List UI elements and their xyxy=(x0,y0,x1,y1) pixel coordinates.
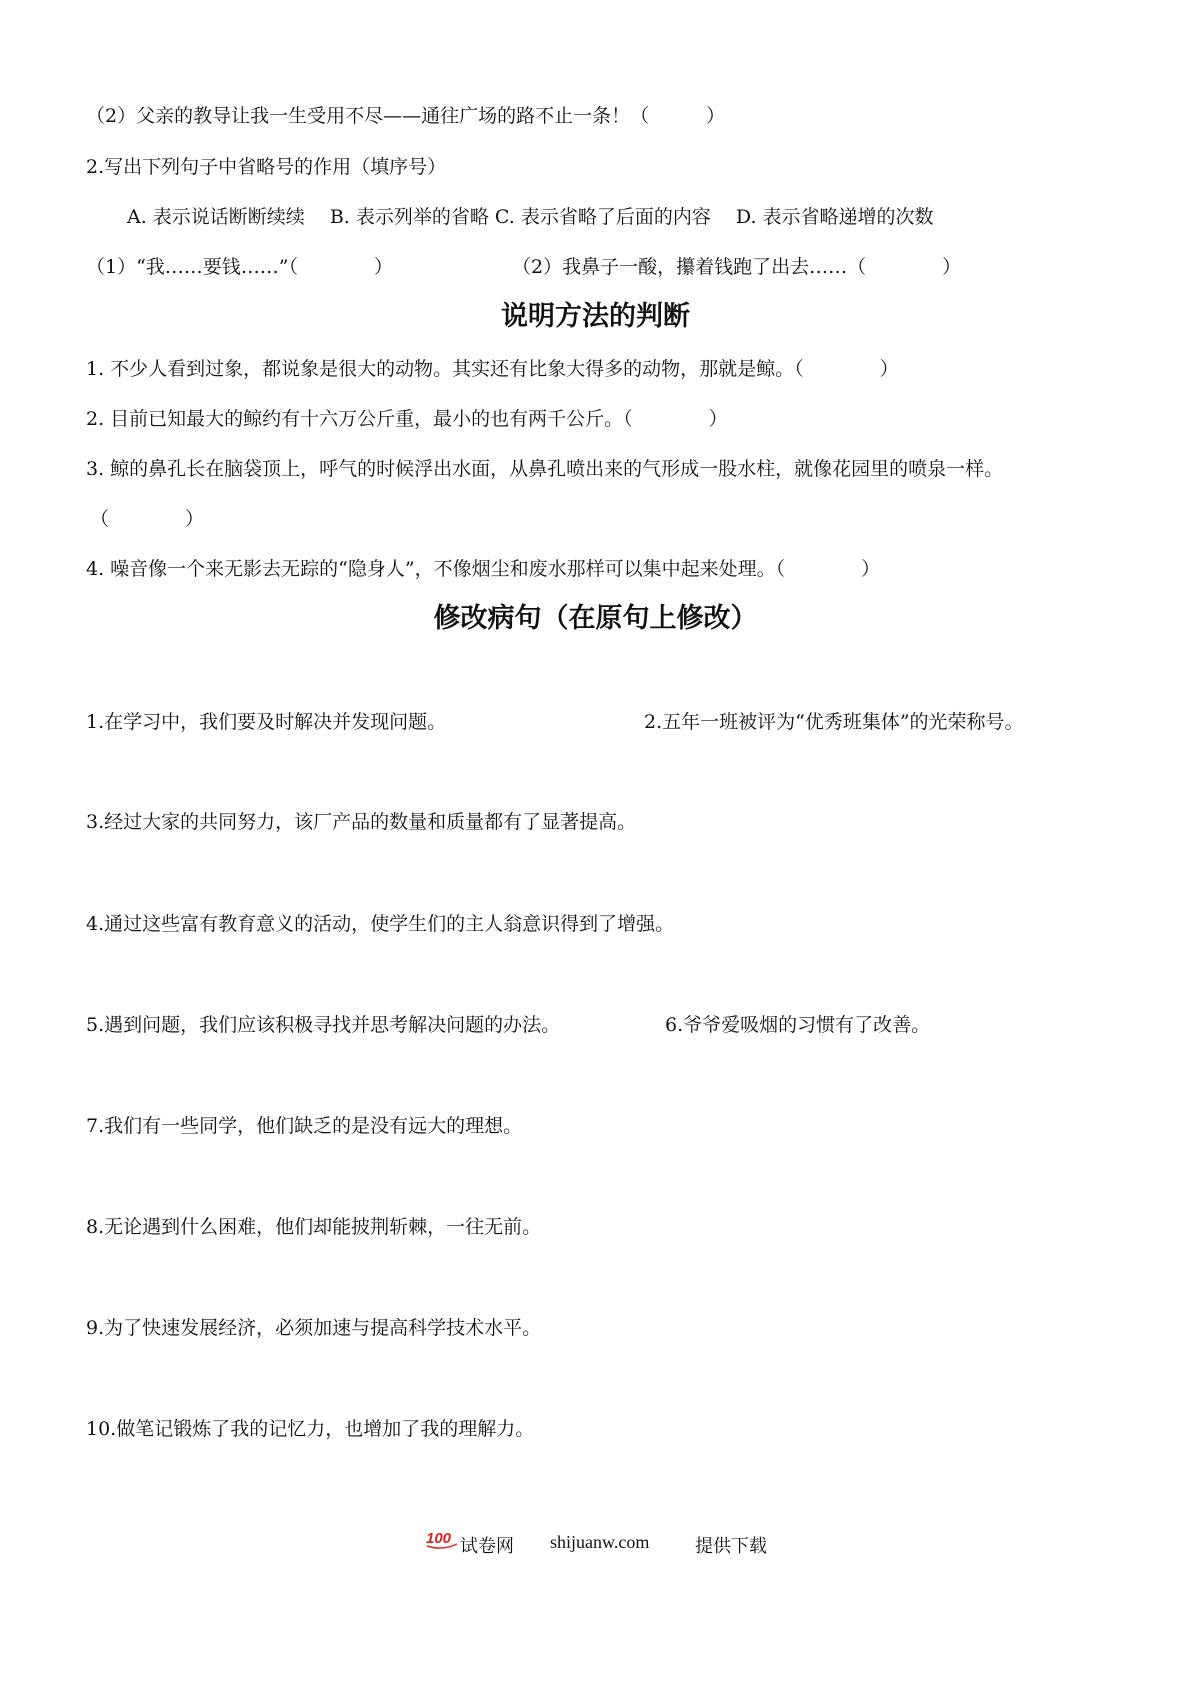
sentence-8: 8.无论遇到什么困难，他们却能披荆斩棘，一往无前。 xyxy=(86,1216,542,1238)
method-question-1: 1. 不少人看到过象，都说象是很大的动物。其实还有比象大得多的动物，那就是鲸。（ ） xyxy=(86,358,899,380)
method-question-4: 4. 噪音像一个来无影去无踪的“隐身人”，不像烟尘和废水那样可以集中起来处理。（ ） xyxy=(86,558,881,580)
ellipsis-sub-2: （2）我鼻子一酸，攥着钱跑了出去……（ ） xyxy=(512,256,962,278)
sentence-5: 5.遇到问题，我们应该积极寻找并思考解决问题的办法。 xyxy=(86,1014,561,1036)
sentence-7: 7.我们有一些同学，他们缺乏的是没有远大的理想。 xyxy=(86,1115,523,1137)
section-title-methods: 说明方法的判断 xyxy=(501,301,690,332)
sentence-6: 6.爷爷爱吸烟的习惯有了改善。 xyxy=(665,1014,931,1036)
punct-item-2: （2）父亲的教导让我一生受用不尽——通往广场的路不止一条！（ ） xyxy=(86,105,726,127)
method-question-2: 2. 目前已知最大的鲸约有十六万公斤重，最小的也有两千公斤。（ ） xyxy=(86,408,728,430)
footer-provide-download: 提供下载 xyxy=(695,1536,767,1556)
logo-text: 100 xyxy=(426,1530,452,1547)
sentence-3: 3.经过大家的共同努力，该厂产品的数量和质量都有了显著提高。 xyxy=(86,811,637,833)
sentence-4: 4.通过这些富有教育意义的活动，使学生们的主人翁意识得到了增强。 xyxy=(86,913,675,935)
question-2-title: 2.写出下列句子中省略号的作用（填序号） xyxy=(86,156,447,178)
ellipsis-sub-1: （1）“我……要钱……”（ ） xyxy=(86,256,394,278)
sentence-2: 2.五年一班被评为“优秀班集体”的光荣称号。 xyxy=(644,711,1024,733)
ellipsis-options: A. 表示说话断断续续 B. 表示列举的省略 C. 表示省略了后面的内容 D. 表示省略递增的次数 xyxy=(127,206,934,228)
site-logo-icon xyxy=(425,1528,459,1550)
footer-domain[interactable]: shijuanw.com xyxy=(550,1532,650,1552)
sentence-1: 1.在学习中，我们要及时解决并发现问题。 xyxy=(86,711,447,733)
section-title-sentences: 修改病句（在原句上修改） xyxy=(433,603,758,634)
method-question-3-blank: （ ） xyxy=(90,508,205,530)
sentence-9: 9.为了快速发展经济，必须加速与提高科学技术水平。 xyxy=(86,1317,542,1339)
page-footer xyxy=(0,1528,1191,1558)
method-question-3: 3. 鲸的鼻孔长在脑袋顶上，呼气的时候浮出水面，从鼻孔喷出来的气形成一股水柱，就像花园里的喷泉一样。 xyxy=(86,458,1004,480)
footer-site-name: 试卷网 xyxy=(460,1536,514,1556)
sentence-10: 10.做笔记锻炼了我的记忆力，也增加了我的理解力。 xyxy=(86,1418,535,1440)
